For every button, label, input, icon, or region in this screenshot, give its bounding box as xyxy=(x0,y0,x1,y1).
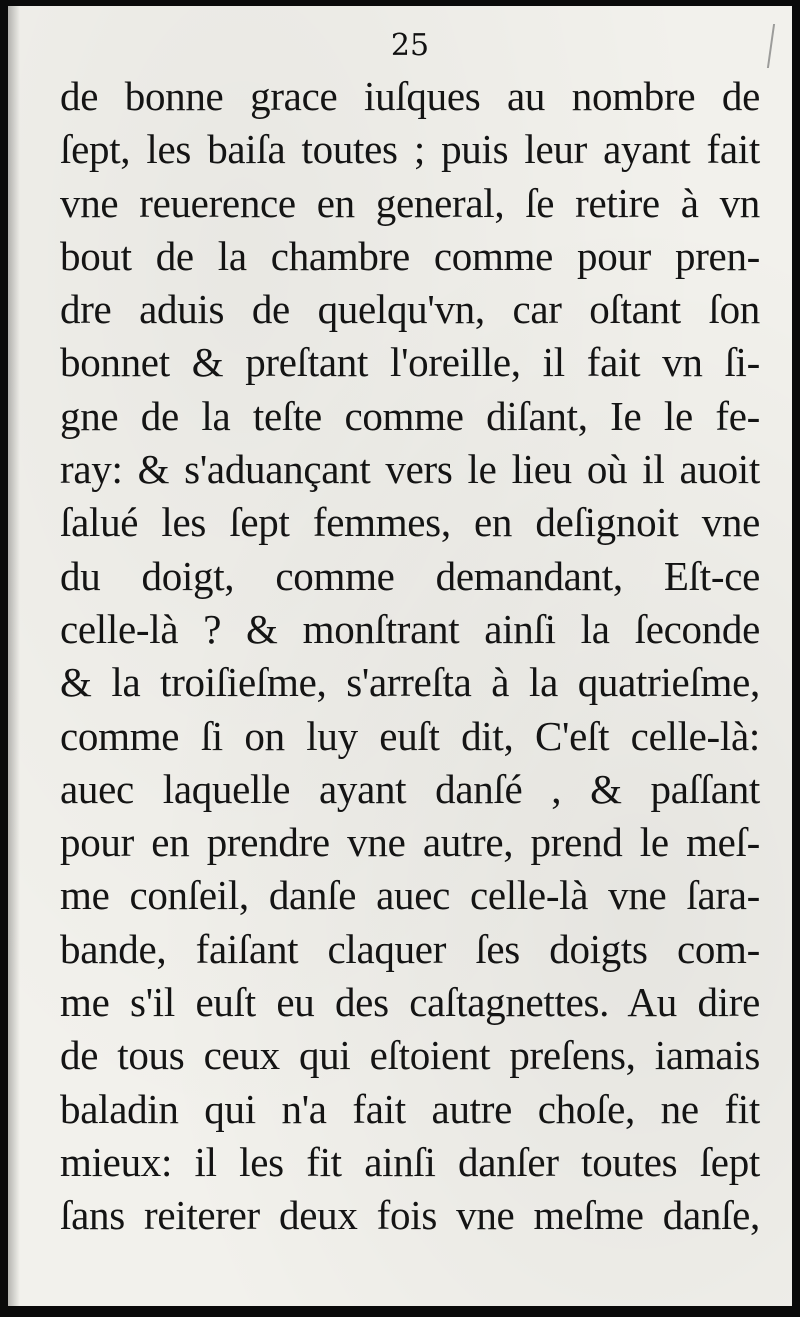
body-text xyxy=(60,70,760,1243)
text-line: dre aduis de quelqu'vn, car oſtant ſon xyxy=(60,286,760,333)
text-line: mieux: il les fit ainſi danſer toutes ſept xyxy=(60,1138,760,1185)
text-line: gne de la teſte comme diſant, Ie le fe- xyxy=(60,392,760,439)
text-line: me s'il euſt eu des caſtagnettes. Au dire xyxy=(60,979,760,1026)
text-line: de bonne grace iuſques au nombre de xyxy=(60,73,760,119)
text-line: me conſeil, danſe auec celle-là vne ſara- xyxy=(60,872,760,919)
text-line: ſept, les baiſa toutes ; puis leur ayant fait xyxy=(60,126,760,173)
text-line: auec laquelle ayant danſé , & paſſant xyxy=(60,765,760,812)
text-line: baladin qui n'a fait autre choſe, ne fit xyxy=(60,1085,760,1132)
text-line: ſans reiterer deux fois vne meſme danſe, xyxy=(60,1192,760,1239)
text-line: bande, faiſant claquer ſes doigts com- xyxy=(60,925,760,972)
text-line: celle-là ? & monſtrant ainſi la ſeconde xyxy=(60,605,760,652)
page-number: 25 xyxy=(390,28,430,63)
text-line: bonnet & preſtant l'oreille, il fait vn ſi- xyxy=(60,339,760,386)
text-line: ſalué les ſept femmes, en deſignoit vne xyxy=(60,499,760,546)
text-line: bout de la chambre comme pour pren- xyxy=(60,232,760,279)
text-line: & la troiſieſme, s'arreſta à la quatrieſme, xyxy=(60,659,760,706)
page-gutter-shadow xyxy=(8,6,20,1306)
text-line: vne reuerence en general, ſe retire à vn xyxy=(60,179,760,226)
text-line: pour en prendre vne autre, prend le meſ- xyxy=(60,819,760,866)
text-line: du doigt, comme demandant, Eſt-ce xyxy=(60,552,760,599)
text-line: ray: & s'aduançant vers le lieu où il auoit xyxy=(60,446,760,493)
book-page xyxy=(8,6,792,1306)
text-line: comme ſi on luy euſt dit, C'eſt celle-là: xyxy=(60,712,760,759)
text-line: de tous ceux qui eſtoient preſens, iamais xyxy=(60,1032,760,1079)
